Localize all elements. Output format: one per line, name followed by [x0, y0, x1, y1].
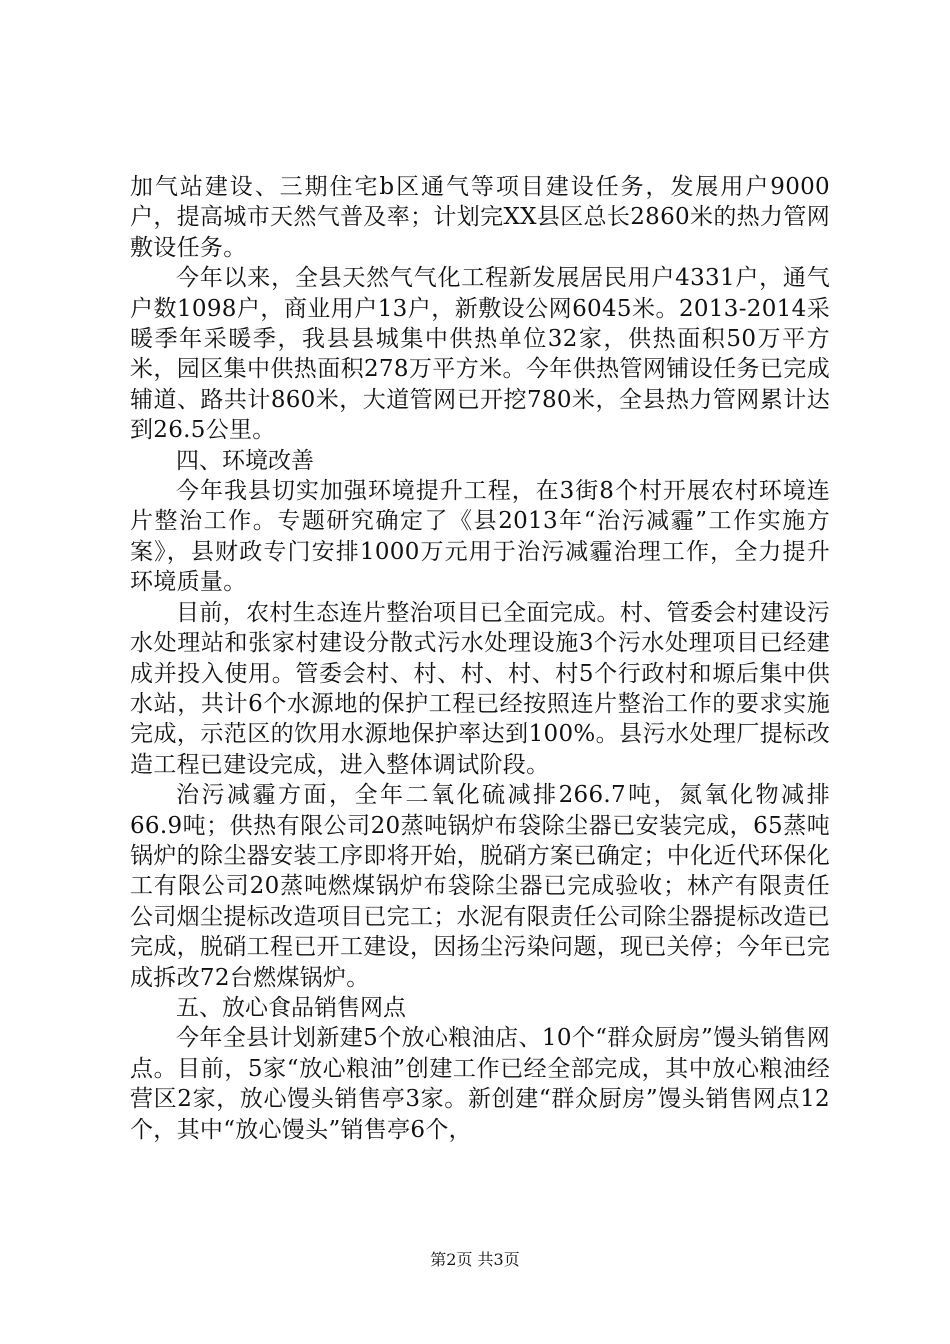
paragraph-pollution-reduction: 治污减霾方面，全年二氧化硫减排266.7吨，氮氧化物减排66.9吨；供热有限公司20蒸吨锅炉布袋除尘器已安装完成，65蒸吨锅炉的除尘器安装工序即将开始，脱硝方案已确定；中化近代环保化工有限公司20蒸吨燃煤锅炉布袋除尘器已完成验收；林产有限责任公司烟尘提标改造项目已完工；水泥有限责任公司除尘器提标改造已完成，脱硝工程已开工建设，因扬尘污染问题，现已关停；今年已完成拆改72台燃煤锅炉。	[130, 782, 830, 991]
paragraph-food-outlets: 今年全县计划新建5个放心粮油店、10个“群众厨房”馒头销售网点。目前，5家“放心粮油”创建工作已经全部完成，其中放心粮油经营区2家，放心馒头销售亭3家。新创建“群众厨房”馒头销售网点12个，其中“放心馒头”销售亭6个，	[130, 1025, 830, 1143]
page-footer: 第2页 共3页	[430, 1250, 520, 1269]
paragraph-natural-gas-heating: 今年以来，全县天然气气化工程新发展居民用户4331户，通气户数1098户，商业用户13户，新敷设公网6045米。2013-2014采暖季年采暖季，我县县城集中供热单位32家，供热面积50万平方米，园区集中供热面积278万平方米。今年供热管网铺设任务已完成辅道、路共计860米，大道管网已开挖780米，全县热力管网累计达到26.5公里。	[130, 265, 830, 444]
paragraph-environment-project: 今年我县切实加强环境提升工程，在3街8个村开展农村环境连片整治工作。专题研究确定了《县2013年“治污减霾”工作实施方案》，县财政专门安排1000万元用于治污减霾治理工作，全力提升环境质量。	[130, 478, 830, 596]
paragraph-gas-station-continued: 加气站建设、三期住宅b区通气等项目建设任务，发展用户9000户，提高城市天然气普及率；计划完XX县区总长2860米的热力管网敷设任务。	[130, 174, 830, 261]
paragraph-rural-remediation: 目前，农村生态连片整治项目已全面完成。村、管委会村建设污水处理站和张家村建设分散式污水处理设施3个污水处理项目已经建成并投入使用。管委会村、村、村、村、村5个行政村和塬后集中供水站，共计6个水源地的保护工程已经按照连片整治工作的要求实施完成，示范区的饮用水源地保护率达到100%。县污水处理厂提标改造工程已建设完成，进入整体调试阶段。	[130, 599, 830, 778]
section-heading-environment: 四、环境改善	[176, 447, 314, 474]
document-body	[130, 172, 830, 1145]
section-heading-food-outlets: 五、放心食品销售网点	[176, 994, 406, 1021]
